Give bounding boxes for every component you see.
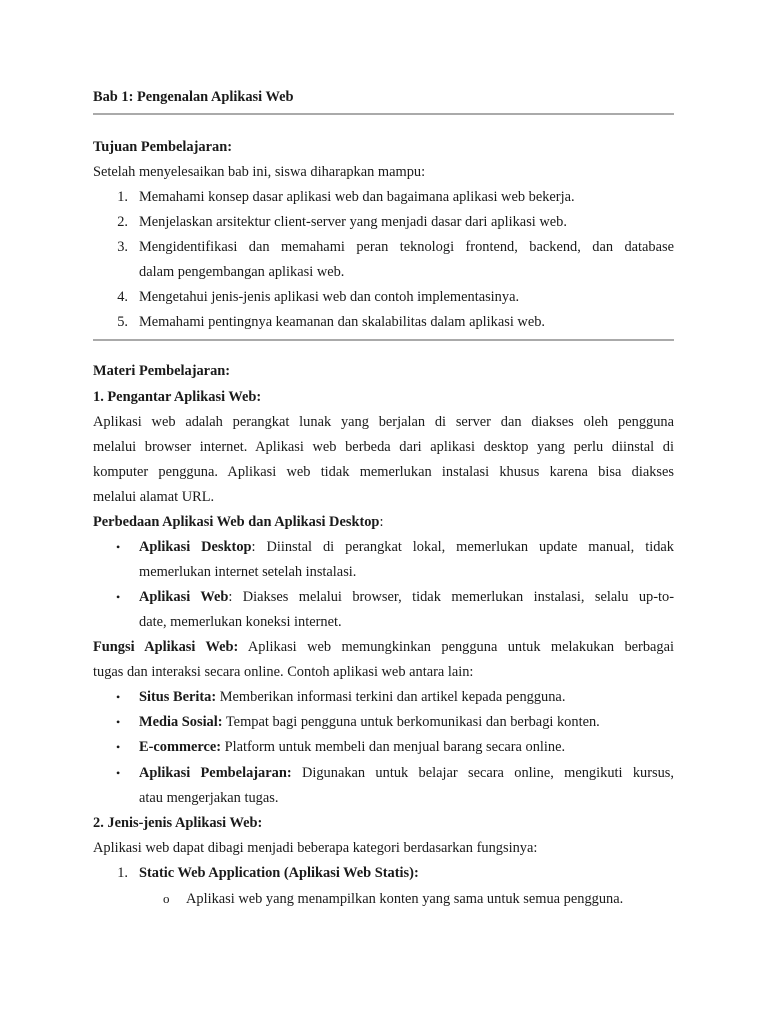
item-text: Aplikasi Pembelajaran: Digunakan untuk belajar secara online, mengikuti kursus, (139, 765, 675, 781)
item-text: Aplikasi Desktop: Diinstal di perangkat lokal, memerlukan update manual, tidak (139, 539, 674, 555)
item-number: 3. (117, 239, 128, 255)
item-text: date, memerlukan koneksi internet. (139, 614, 342, 630)
item-number: 1. (117, 189, 128, 205)
materials-heading: Materi Pembelajaran: (93, 363, 231, 379)
item-text: Media Sosial: Tempat bagi pengguna untuk berkomunikasi dan berbagi konten. (139, 714, 600, 730)
item-text: Static Web Application (Aplikasi Web Statis): (139, 865, 419, 881)
circle-bullet-icon: o (163, 891, 170, 906)
item-number: 5. (117, 314, 128, 330)
item-text: Aplikasi Web: Diakses melalui browser, tidak memerlukan instalasi, selalu up-to- (139, 589, 674, 605)
paragraph-line: Aplikasi web adalah perangkat lunak yang berjalan di server dan diakses oleh pengguna (93, 414, 674, 430)
item-text: Memahami pentingnya keamanan dan skalabilitas dalam aplikasi web. (139, 314, 546, 330)
objectives-heading: Tujuan Pembelajaran: (93, 139, 232, 155)
item-text: Situs Berita: Memberikan informasi terkini dan artikel kepada pengguna. (139, 689, 566, 705)
paragraph-line: komputer pengguna. Aplikasi web tidak memerlukan instalasi khusus karena bisa diakses (93, 464, 674, 480)
objectives-intro: Setelah menyelesaikan bab ini, siswa diharapkan mampu: (93, 164, 426, 180)
item-text: Mengidentifikasi dan memahami peran teknologi frontend, backend, dan database (139, 239, 674, 255)
item-text: Mengetahui jenis-jenis aplikasi web dan contoh implementasinya. (139, 289, 520, 305)
bullet-icon: • (116, 590, 121, 604)
item-text: atau mengerjakan tugas. (139, 790, 279, 806)
item-number: 4. (117, 289, 128, 305)
divider (93, 113, 674, 115)
divider (93, 339, 674, 341)
item-text: Memahami konsep dasar aplikasi web dan bagaimana aplikasi web bekerja. (139, 189, 575, 205)
comparison-heading: Perbedaan Aplikasi Web dan Aplikasi Desktop: (93, 514, 384, 530)
item-text: dalam pengembangan aplikasi web. (139, 264, 345, 280)
item-text: memerlukan internet setelah instalasi. (139, 564, 357, 580)
bullet-icon: • (116, 715, 121, 729)
paragraph-line: melalui alamat URL. (93, 489, 215, 505)
item-number: 1. (117, 865, 128, 881)
function-paragraph-line: tugas dan interaksi secara online. Contoh aplikasi web antara lain: (93, 664, 474, 680)
item-text: E-commerce: Platform untuk membeli dan menjual barang secara online. (139, 739, 566, 755)
paragraph-line: melalui browser internet. Aplikasi web berbeda dari aplikasi desktop yang perlu diinstal di (93, 439, 674, 455)
item-text: Aplikasi web yang menampilkan konten yang sama untuk semua pengguna. (186, 891, 624, 907)
section-2-intro: Aplikasi web dapat dibagi menjadi beberapa kategori berdasarkan fungsinya: (93, 840, 538, 856)
bullet-icon: • (116, 766, 121, 780)
chapter-title: Bab 1: Pengenalan Aplikasi Web (93, 89, 294, 105)
bullet-icon: • (116, 690, 121, 704)
item-number: 2. (117, 214, 128, 230)
section-1-heading: 1. Pengantar Aplikasi Web: (93, 389, 262, 405)
item-text: Menjelaskan arsitektur client-server yang menjadi dasar dari aplikasi web. (139, 214, 567, 230)
bullet-icon: • (116, 740, 121, 754)
section-2-heading: 2. Jenis-jenis Aplikasi Web: (93, 815, 263, 831)
function-paragraph-line: Fungsi Aplikasi Web: Aplikasi web memungkinkan pengguna untuk melakukan berbagai (93, 639, 674, 655)
bullet-icon: • (116, 540, 121, 554)
